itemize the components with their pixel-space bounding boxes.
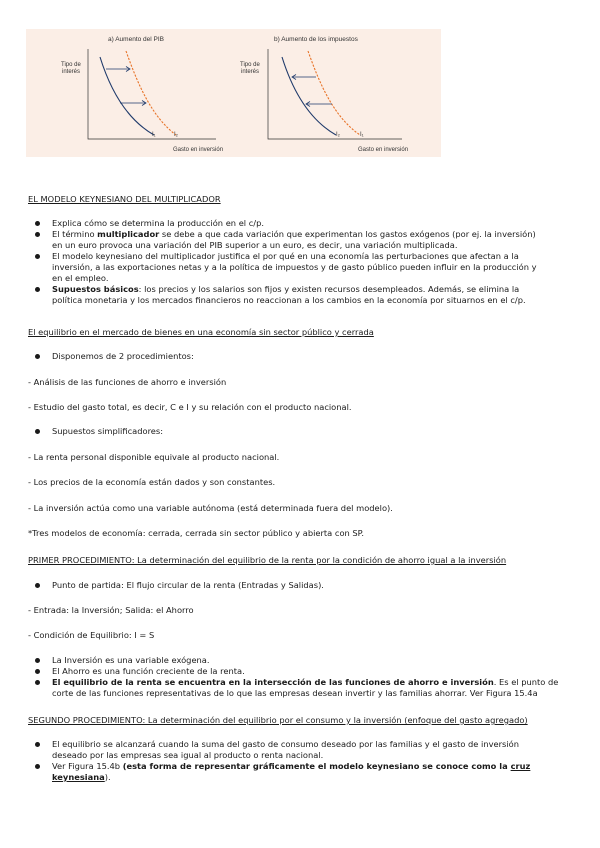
line-estudio: - Estudio del gasto total, es decir, C e I y su relación con el producto nacional. — [28, 402, 352, 412]
panel-b-ylabel-2: interés — [241, 69, 260, 75]
line-analisis: - Análisis de las funciones de ahorro e inversión — [28, 377, 227, 387]
bullet-icon — [35, 254, 40, 259]
list-item-text: El modelo keynesiano del multiplicador justifica el por qué en una economía las perturbaciones que afectan a la — [52, 251, 519, 261]
list-item-text: Punto de partida: El flujo circular de la renta (Entradas y Salidas). — [52, 580, 324, 590]
list-item-text: ). — [104, 772, 111, 782]
term-keynesiana: keynesiana — [52, 772, 105, 782]
list-item-text: Supuestos simplificadores: — [52, 426, 164, 436]
line-renta: - La renta personal disponible equivale al producto nacional. — [28, 452, 280, 462]
term-cruz: cruz — [510, 761, 531, 771]
second-procedure-list — [28, 739, 573, 783]
panel-a-title: a) Aumento del PIB — [108, 36, 165, 43]
list-item — [28, 677, 573, 699]
list-item — [28, 351, 573, 362]
bullet-icon — [35, 232, 40, 237]
list-item-text: corte de las funciones representativas de lo que las empresas desean invertir y las familias ahorrar. Ver Figura 15.4a — [52, 688, 538, 698]
bullet-icon — [35, 287, 40, 292]
bullet-icon — [35, 742, 40, 747]
panel-a-ylabel-2: interés — [62, 69, 81, 75]
list-item — [28, 426, 573, 437]
investment-figure — [26, 29, 441, 157]
line-condicion-equilibrio: - Condición de Equilibrio: I = S — [28, 630, 155, 640]
line-entrada-salida: - Entrada: la Inversión; Salida: el Ahorro — [28, 605, 194, 615]
panel-b-axes — [268, 49, 402, 139]
equilibrium-statement: El equilibrio de la renta se encuentra en la intersección de las funciones de ahorro e inversión — [52, 677, 494, 687]
heading-equilibrium: El equilibrio en el mercado de bienes en una economía sin sector público y cerrada — [28, 327, 374, 337]
term-supuestos-basicos: Supuestos básicos — [52, 284, 139, 294]
panel-b-curve-i2 — [282, 57, 336, 135]
list-item-text: Ver Figura 15.4b — [52, 761, 123, 771]
panel-b-ylabel-1: Tipo de — [240, 62, 260, 68]
list-item-text: Explica cómo se determina la producción en el c/p. — [52, 218, 265, 228]
term-multiplicador: multiplicador — [97, 229, 160, 239]
bullet-icon — [35, 658, 40, 663]
panel-a-label-i2: I₂ — [174, 132, 178, 138]
panel-b-title: b) Aumento de los impuestos — [274, 36, 358, 43]
bullet-icon — [35, 680, 40, 685]
list-item-text: en un euro provoca una variación del PIB superior a un euro, es decir, una variación multiplicada. — [52, 240, 458, 250]
bullet-icon — [35, 583, 40, 588]
first-procedure-list — [28, 655, 573, 699]
list-item-text: inversión, a las exportaciones netas y a la política de impuestos y de gasto público pueden influir en la producción y — [52, 262, 537, 272]
list-item — [28, 284, 573, 306]
list-item-text: deseado por las empresas sea igual al producto o renta nacional. — [52, 750, 324, 760]
list-item — [28, 218, 573, 229]
line-precios: - Los precios de la economía están dados y son constantes. — [28, 477, 276, 487]
procedures-bullet — [28, 351, 573, 362]
bullet-icon — [35, 429, 40, 434]
list-item-text: El Ahorro es una función creciente de la renta. — [52, 666, 245, 676]
list-item-text: Disponemos de 2 procedimientos: — [52, 351, 194, 361]
panel-b-xlabel: Gasto en inversión — [358, 147, 409, 153]
bullet-icon — [35, 669, 40, 674]
panel-a-curve-i2 — [126, 51, 176, 135]
list-item — [28, 761, 573, 783]
heading-primer-procedimiento: PRIMER PROCEDIMIENTO: La determinación del equilibrio de la renta por la condición de ahorro igual a la inversión — [28, 555, 507, 565]
list-item-text: : los precios y los salarios son fijos y existen recursos desempleados. Además, se elimina la — [138, 284, 520, 294]
starting-point-bullet — [28, 580, 573, 591]
keynesian-cross-note: (esta forma de representar gráficamente el modelo keynesiano se conoce como la — [122, 761, 511, 771]
list-item-text: La Inversión es una variable exógena. — [52, 655, 210, 665]
panel-a-ylabel-1: Tipo de — [61, 62, 81, 68]
panel-b — [240, 36, 408, 153]
assumptions-bullet — [28, 426, 573, 437]
list-item-text: El término — [52, 229, 98, 239]
panel-b-curve-i1 — [308, 51, 360, 135]
list-item — [28, 666, 573, 677]
panel-a-axes — [88, 49, 216, 139]
bullet-icon — [35, 354, 40, 359]
panel-a-label-i1: I₁ — [152, 132, 156, 138]
list-item-text: El equilibrio se alcanzará cuando la suma del gasto de consumo deseado por las familias y el gasto de inversión — [52, 739, 519, 749]
line-inversion: - La inversión actúa como una variable autónoma (está determinada fuera del modelo). — [28, 503, 393, 513]
bullet-icon — [35, 221, 40, 226]
list-item — [28, 655, 573, 666]
keynesian-model-list — [28, 218, 573, 306]
line-tres-modelos: *Tres modelos de economía: cerrada, cerrada sin sector público y abierta con SP. — [28, 528, 365, 538]
list-item-text: . Es el punto de — [493, 677, 559, 687]
panel-a-xlabel: Gasto en inversión — [173, 147, 224, 153]
investment-figure-svg — [26, 29, 441, 157]
panel-b-label-i2: I₂ — [336, 132, 340, 138]
panel-b-label-i1: I₁ — [360, 132, 364, 138]
list-item-text: política monetaria y los mercados financieros no reaccionan a los cambios en la economía por situarnos en el c/p. — [52, 295, 526, 305]
heading-keynesian-model: EL MODELO KEYNESIANO DEL MULTIPLICADOR — [28, 194, 221, 204]
list-item — [28, 229, 573, 251]
list-item-text: en el empleo. — [52, 273, 109, 283]
bullet-icon — [35, 764, 40, 769]
list-item — [28, 739, 573, 761]
panel-a — [61, 36, 223, 153]
list-item — [28, 251, 573, 284]
list-item — [28, 580, 573, 591]
list-item-text: se debe a que cada variación que experimentan los gastos exógenos (por ej. la inversión) — [159, 229, 536, 239]
heading-segundo-procedimiento: SEGUNDO PROCEDIMIENTO: La determinación del equilibrio por el consumo y la inversión (enfoque del gasto agregado) — [28, 715, 528, 725]
